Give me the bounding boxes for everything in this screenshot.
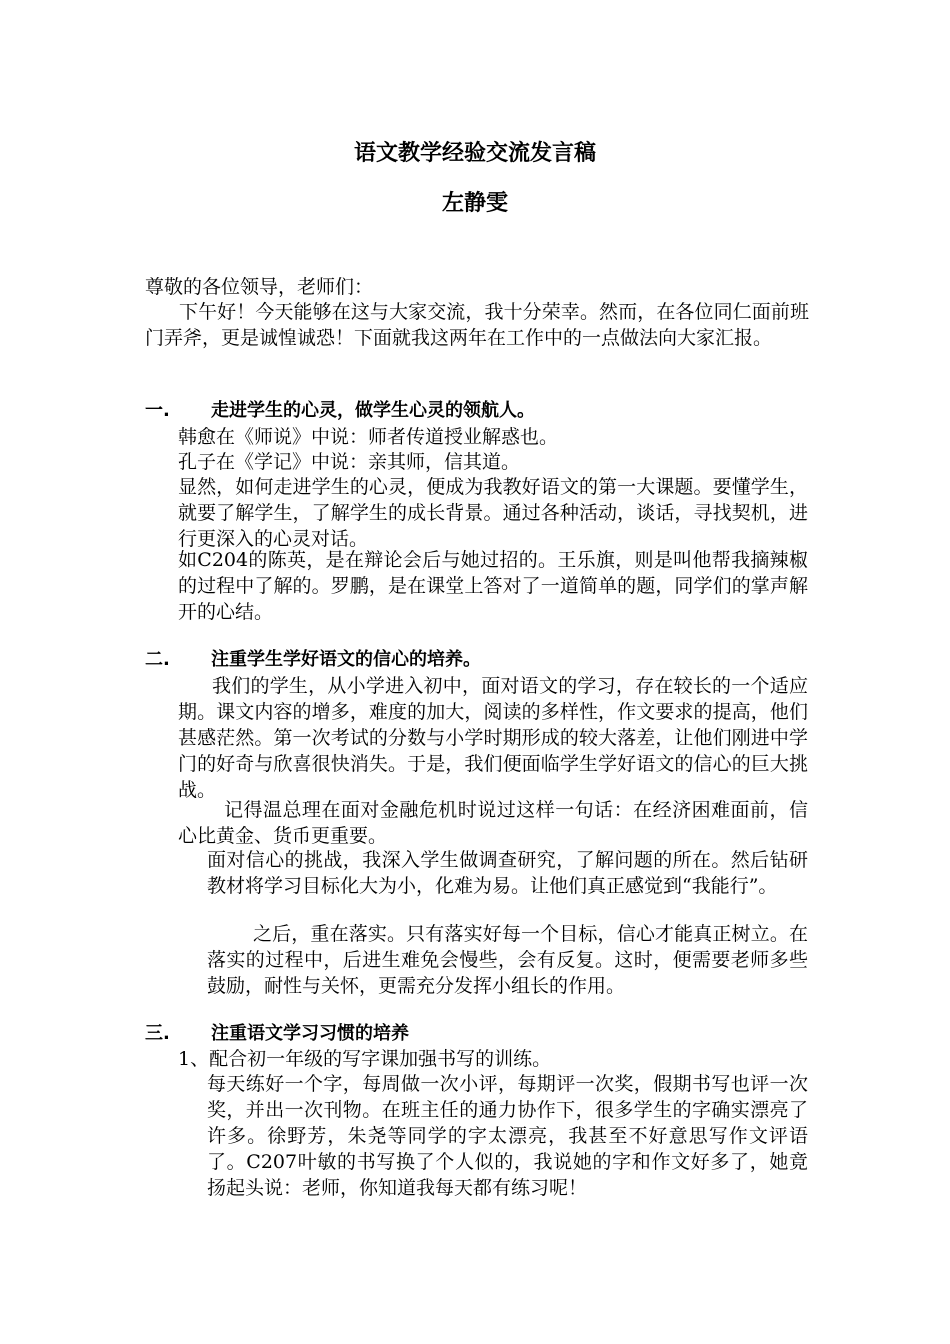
section-2-paragraph: 记得温总理在面对金融危机时说过这样一句话：在经济困难面前，信心比黄金、货币更重要。 bbox=[178, 799, 808, 847]
section-title: 注重学生学好语文的信心的培养。 bbox=[211, 649, 481, 670]
section-number: 二. bbox=[145, 649, 170, 670]
document-author: 左静雯 bbox=[441, 191, 508, 216]
section-number: 三. bbox=[145, 1023, 170, 1044]
section-2-paragraph: 之后，重在落实。只有落实好每一个目标，信心才能真正树立。在落实的过程中，后进生难免会慢些，会有反复。这时，便需要老师多些鼓励，耐性与关怀，更需充分发挥小组长的作用。 bbox=[207, 923, 808, 997]
section-2-paragraph: 面对信心的挑战，我深入学生做调查研究，了解问题的所在。然后钻研教材将学习目标化大为小，化难为易。让他们真正感觉到“我能行”。 bbox=[207, 849, 808, 897]
section-1-paragraph: 显然，如何走进学生的心灵，便成为我教好语文的第一大课题。要懂学生，就要了解学生，了解学生的成长背景。通过各种活动，谈话，寻找契机，进行更深入的心灵对话。 bbox=[178, 476, 808, 550]
section-3-paragraph: 每天练好一个字，每周做一次小评，每期评一次奖，假期书写也评一次奖，并出一次刊物。在班主任的通力协作下，很多学生的字确实漂亮了许多。徐野芳，朱尧等同学的字太漂亮，我甚至不好意思写作文评语了。C207叶敏的书写换了个人似的，我说她的字和作文好多了，她竟扬起头说：老师，你知道我每天都有练习呢！ bbox=[207, 1073, 808, 1199]
section-1-paragraph: 韩愈在《师说》中说：师者传道授业解惑也。 bbox=[178, 426, 559, 448]
section-2-paragraph: 我们的学生，从小学进入初中，面对语文的学习，存在较长的一个适应期。课文内容的增多，难度的加大，阅读的多样性，作文要求的提高，他们甚感茫然。第一次考试的分数与小学时期形成的较大落差，让他们刚进中学门的好奇与欣喜很快消失。于是，我们便面临学生学好语文的信心的巨大挑战。 bbox=[178, 675, 808, 801]
intro-paragraph: 下午好！今天能够在这与大家交流，我十分荣幸。然而，在各位同仁面前班门弄斧，更是诚惶诚恐！下面就我这两年在工作中的一点做法向大家汇报。 bbox=[145, 301, 809, 349]
section-title: 注重语文学习习惯的培养 bbox=[211, 1023, 409, 1044]
section-heading-1 bbox=[145, 398, 535, 424]
section-1-paragraph: 如C204的陈英，是在辩论会后与她过招的。王乐旗，则是叫他帮我摘辣椒的过程中了解的。罗鹏，是在课堂上答对了一道简单的题，同学们的掌声解开的心结。 bbox=[178, 549, 808, 623]
section-heading-3 bbox=[145, 1021, 409, 1047]
section-number: 一. bbox=[145, 400, 170, 421]
section-3-paragraph: 1、配合初一年级的写字课加强书写的训练。 bbox=[178, 1048, 552, 1070]
section-title: 走进学生的心灵，做学生心灵的领航人。 bbox=[211, 400, 535, 421]
section-1-paragraph: 孔子在《学记》中说：亲其师，信其道。 bbox=[178, 451, 521, 473]
salutation: 尊敬的各位领导，老师们： bbox=[145, 276, 374, 298]
section-heading-2 bbox=[145, 647, 481, 673]
document-title: 语文教学经验交流发言稿 bbox=[353, 141, 596, 166]
